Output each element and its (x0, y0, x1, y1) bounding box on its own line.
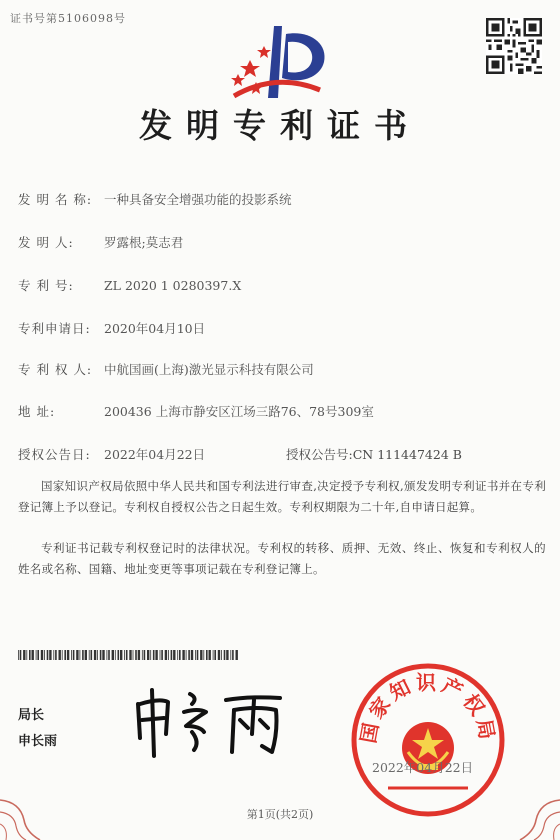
page-number: 第1页(共2页) (246, 808, 314, 821)
field-value: CN 111447424 B (352, 447, 462, 462)
seal-date: 2022年04月22日 (372, 760, 474, 775)
field-label: 授权公告号: (286, 447, 353, 462)
field-inventor (18, 233, 183, 251)
field-address (18, 402, 374, 420)
field-grant-number (286, 445, 462, 463)
field-label: 发 明 名 称: (18, 192, 93, 207)
certificate-title: 发明专利证书 (139, 106, 421, 145)
signatory-name: 申长雨 (18, 734, 58, 749)
field-label: 发 明 人: (18, 235, 74, 250)
field-label: 授权公告日: (18, 447, 91, 462)
barcode (18, 650, 238, 660)
official-seal (348, 660, 508, 820)
field-value: 2020年04月10日 (104, 321, 206, 336)
qr-code-icon (486, 18, 542, 74)
field-patent-number (18, 276, 241, 294)
handwritten-signature (130, 686, 290, 758)
signatory-title: 局长 (18, 708, 45, 723)
field-label: 地 址: (18, 404, 56, 419)
body-paragraph-record: 专利证书记载专利权登记时的法律状况。专利权的转移、质押、无效、终止、恢复和专利权人的姓名或名称、国籍、地址变更等事项记载在专利登记簿上。 (18, 541, 546, 576)
field-label: 专利申请日: (18, 321, 91, 336)
field-grant-date (18, 445, 205, 463)
field-value: ZL 2020 1 0280397.X (104, 278, 242, 293)
field-label: 专 利 权 人: (18, 362, 93, 377)
field-value: 一种具备安全增强功能的投影系统 (104, 192, 292, 207)
field-patentee (18, 360, 314, 378)
certificate-number: 证书号第5106098号 (10, 12, 126, 25)
field-filing-date (18, 319, 205, 337)
field-value: 罗露根;莫志君 (104, 235, 184, 250)
field-invention-name (18, 190, 292, 208)
body-paragraph-grant: 国家知识产权局依照中华人民共和国专利法进行审查,决定授予专利权,颁发发明专利证书并在专利登记簿上予以登记。专利权自授权公告之日起生效。专利权期限为二十年,自申请日起算。 (18, 479, 546, 514)
cnipa-logo-icon (216, 20, 336, 106)
field-value: 2022年04月22日 (104, 447, 206, 462)
field-value: 200436 上海市静安区江场三路76、78号309室 (104, 404, 374, 419)
field-label: 专 利 号: (18, 278, 74, 293)
seal-text: 国家知识产权局 (356, 670, 500, 745)
field-value: 中航国画(上海)激光显示科技有限公司 (104, 362, 314, 377)
